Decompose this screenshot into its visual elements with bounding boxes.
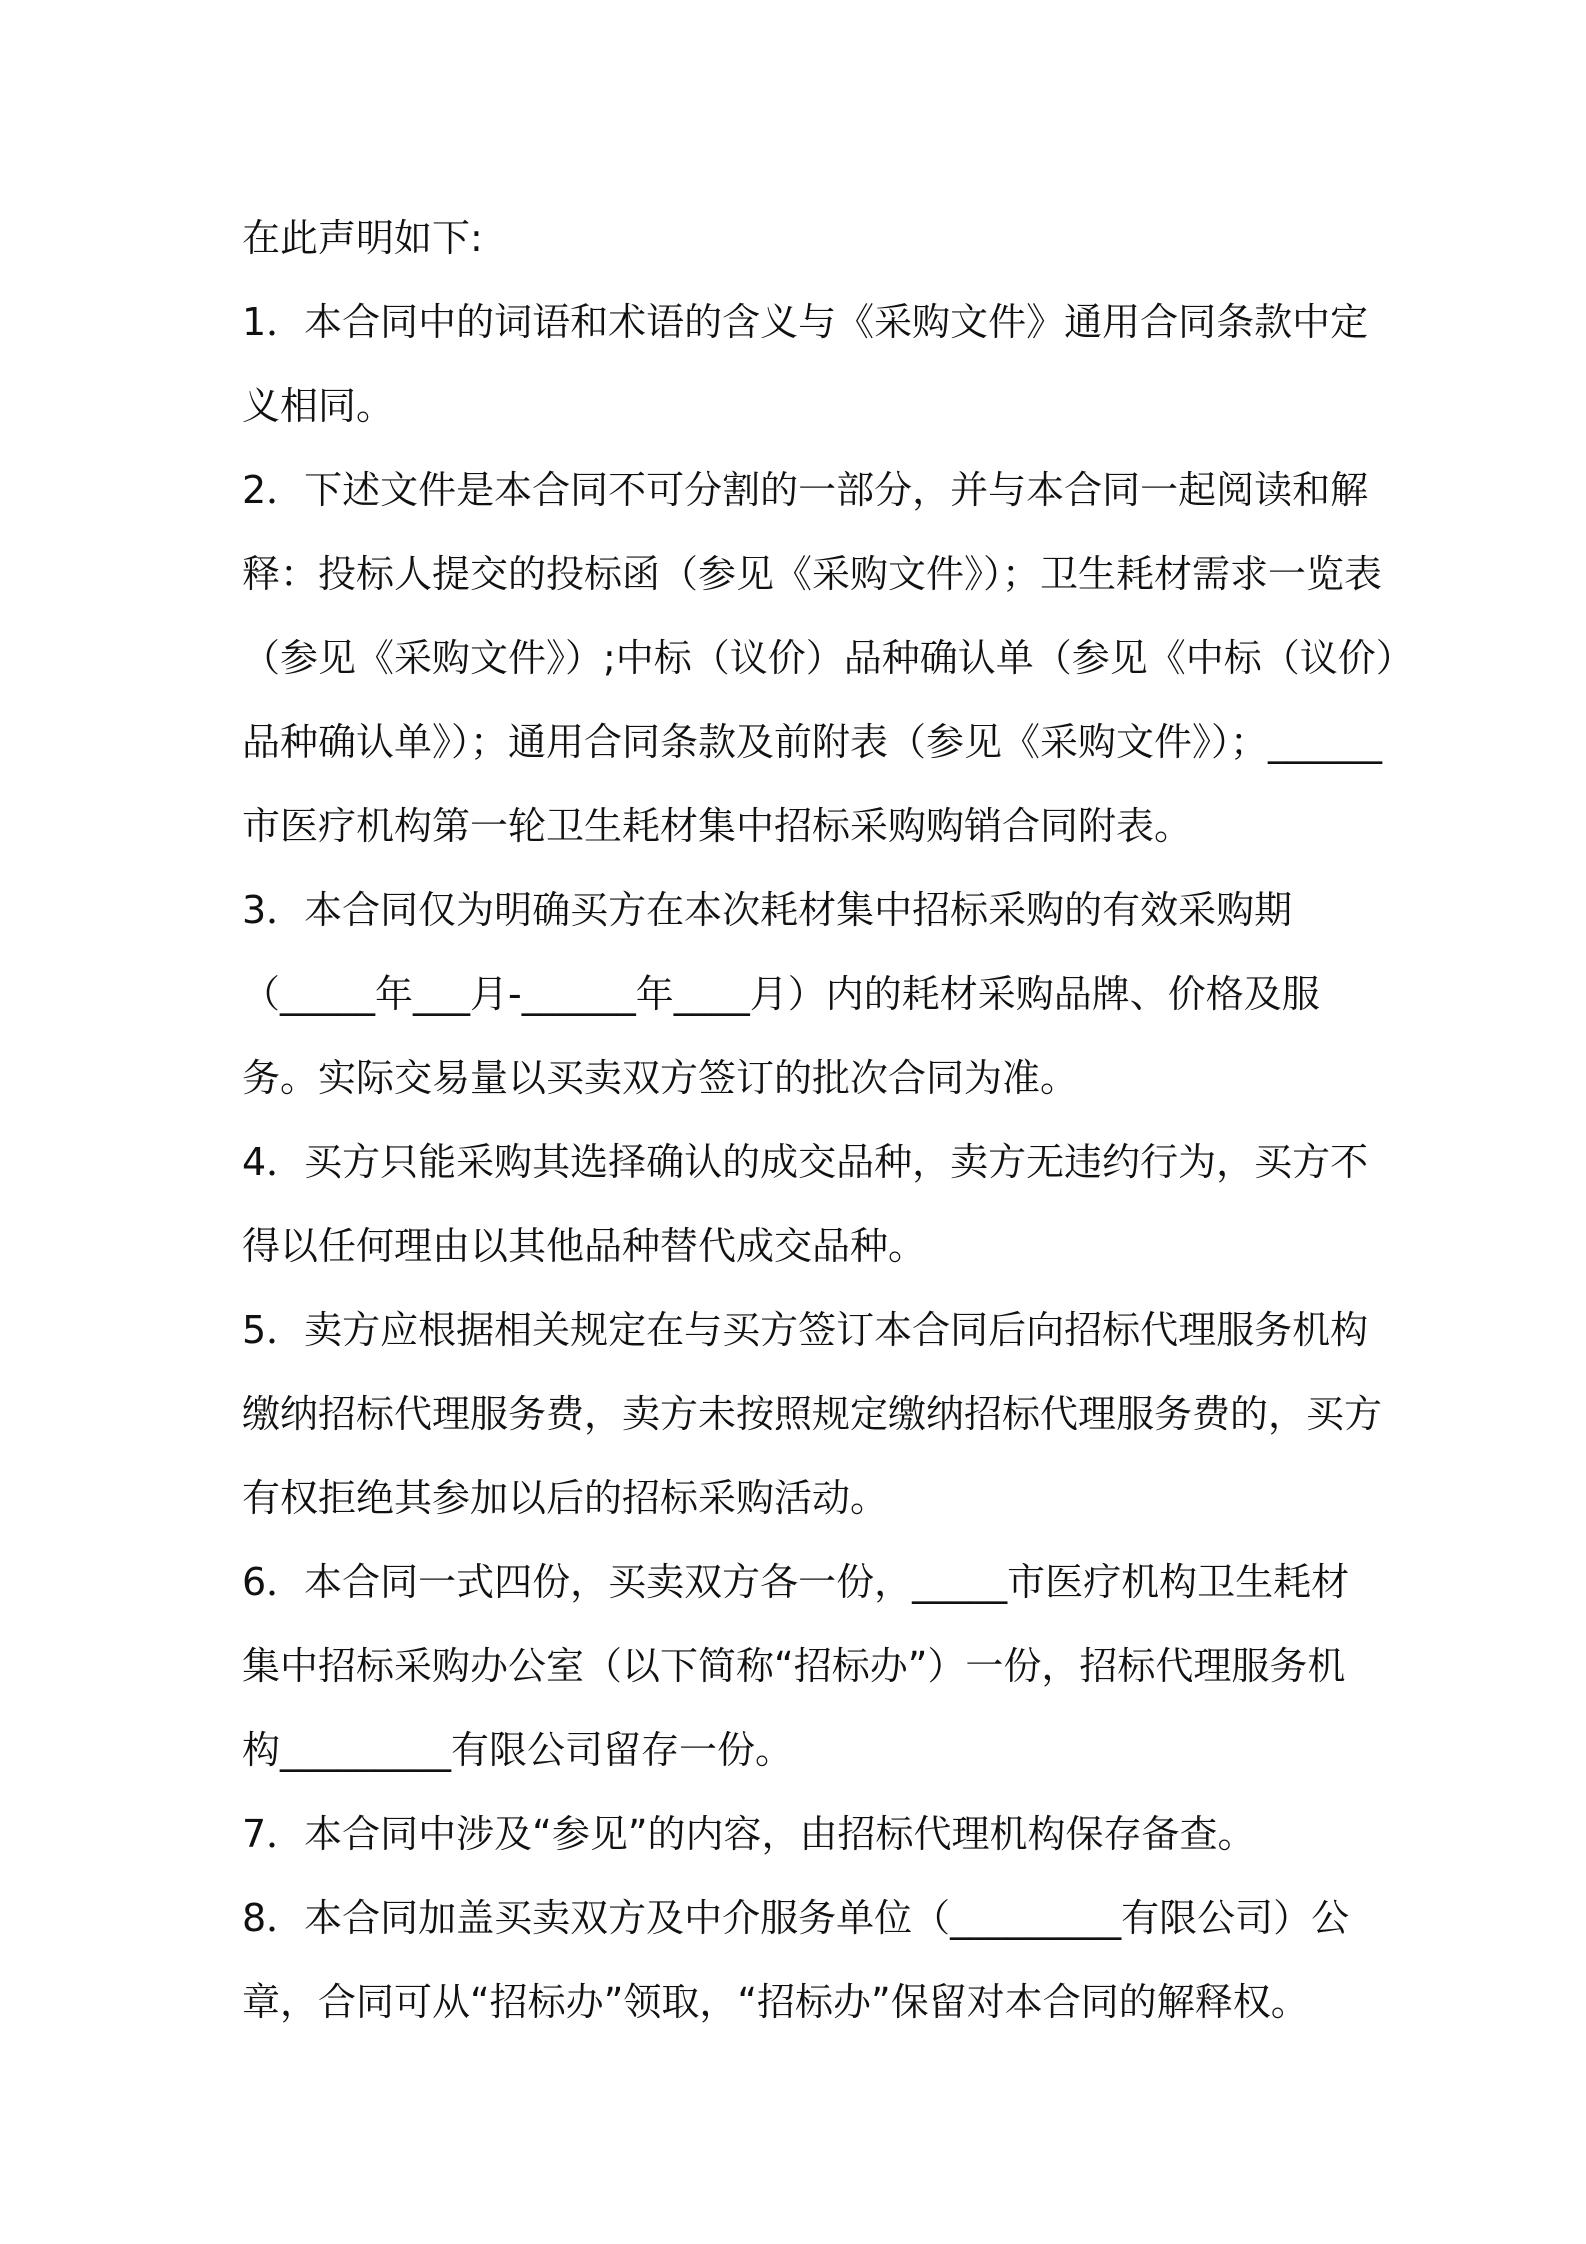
clause-3-line-2: （_____年___月-______年____月）内的耗材采购品牌、价格及服 (242, 972, 1320, 1016)
clause-2-line-3: （参见《采购文件》）;中标（议价）品种确认单（参见《中标（议价） (242, 636, 1414, 680)
declaration-heading: 在此声明如下: (242, 216, 483, 260)
clause-2-line-4: 品种确认单》）；通用合同条款及前附表（参见《采购文件》）；______ (242, 720, 1383, 764)
clause-6-line-3: 构_________有限公司留存一份。 (242, 1728, 794, 1772)
clause-8-line-2: 章，合同可从“招标办”领取，“招标办”保留对本合同的解释权。 (242, 1980, 1309, 2024)
clause-4-line-1: 4．买方只能采购其选择确认的成交品种，卖方无违约行为，买方不 (242, 1140, 1369, 1184)
clause-1-line-2: 义相同。 (242, 384, 395, 428)
clause-5-line-1: 5．卖方应根据相关规定在与买方签订本合同后向招标代理服务机构 (242, 1308, 1369, 1352)
clause-7-line-1: 7．本合同中涉及“参见”的内容，由招标代理机构保存备查。 (242, 1812, 1256, 1856)
clause-4-line-2: 得以任何理由以其他品种替代成交品种。 (242, 1224, 927, 1268)
clause-2-line-5: 市医疗机构第一轮卫生耗材集中招标采购购销合同附表。 (242, 804, 1193, 848)
clause-6-line-2: 集中招标采购办公室（以下简称“招标办”）一份，招标代理服务机 (242, 1644, 1346, 1688)
clause-2-line-1: 2．下述文件是本合同不可分割的一部分，并与本合同一起阅读和解 (242, 468, 1369, 512)
clause-1-line-1: 1．本合同中的词语和术语的含义与《采购文件》通用合同条款中定 (242, 300, 1369, 344)
clause-3-line-1: 3．本合同仅为明确买方在本次耗材集中招标采购的有效采购期 (242, 888, 1293, 932)
clause-6-line-1: 6．本合同一式四份，买卖双方各一份，_____市医疗机构卫生耗材 (242, 1560, 1350, 1604)
clause-2-line-2: 释：投标人提交的投标函（参见《采购文件》）；卫生耗材需求一览表 (242, 552, 1383, 596)
clause-8-line-1: 8．本合同加盖买卖双方及中介服务单位（_________有限公司）公 (242, 1896, 1350, 1940)
clause-5-line-2: 缴纳招标代理服务费，卖方未按照规定缴纳招标代理服务费的，买方 (242, 1392, 1383, 1436)
clause-5-line-3: 有权拒绝其参加以后的招标采购活动。 (242, 1476, 889, 1520)
clause-3-line-3: 务。实际交易量以买卖双方签订的批次合同为准。 (242, 1056, 1079, 1100)
document-body (242, 196, 1414, 2044)
